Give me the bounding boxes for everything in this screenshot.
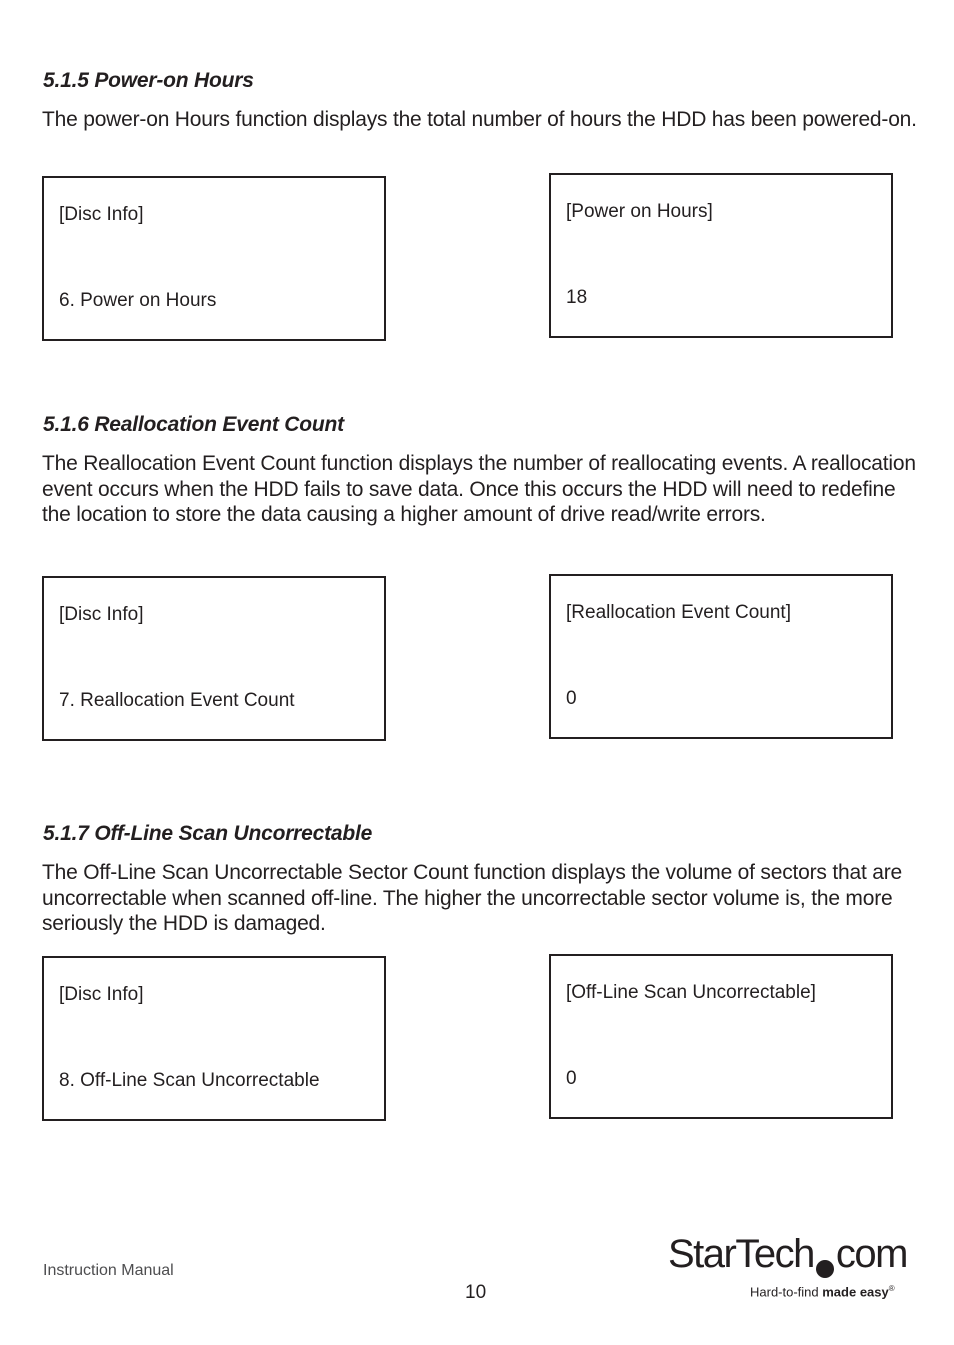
power-on-hours-box: [549, 173, 893, 338]
logo-wordmark: StarTech com: [668, 1232, 907, 1276]
offline-scan-box: [549, 954, 893, 1119]
logo-tagline: Hard-to-find made easy®: [750, 1284, 895, 1300]
box-value: 0: [566, 688, 577, 709]
box-value: 18: [566, 287, 588, 308]
box-title: [Disc Info]: [59, 984, 144, 1005]
disc-info-box: [42, 176, 386, 341]
section-heading-power-on-hours: 5.1.5 Power-on Hours: [43, 69, 254, 92]
footer-document-title: Instruction Manual: [43, 1262, 174, 1279]
disc-info-box: [42, 956, 386, 1121]
box-item: 6. Power on Hours: [59, 290, 217, 311]
section-heading-reallocation: 5.1.6 Reallocation Event Count: [43, 413, 344, 436]
reallocation-count-box: [549, 574, 893, 739]
box-title: [Disc Info]: [59, 604, 144, 625]
box-title: [Disc Info]: [59, 204, 144, 225]
section-heading-offline-scan: 5.1.7 Off-Line Scan Uncorrectable: [43, 822, 373, 845]
startech-logo: [668, 1232, 913, 1304]
box-title: [Off-Line Scan Uncorrectable]: [566, 982, 816, 1003]
disc-info-box: [42, 576, 386, 741]
box-title: [Reallocation Event Count]: [566, 602, 791, 623]
box-value: 0: [566, 1068, 577, 1089]
box-item: 7. Reallocation Event Count: [59, 690, 295, 711]
section-body-reallocation: The Reallocation Event Count function displays the number of reallocating events. A reallocation event occurs when the HDD fails to save data. Once this occurs the HDD will need to redefine the location to store the data causing a higher amount of drive read/write errors.: [42, 452, 916, 526]
box-item: 8. Off-Line Scan Uncorrectable: [59, 1070, 320, 1091]
box-title: [Power on Hours]: [566, 201, 713, 222]
section-body-offline-scan: The Off-Line Scan Uncorrectable Sector Count function displays the volume of sectors that are uncorrectable when scanned off-line. The higher the uncorrectable sector volume is, the more seriously the HDD is damaged.: [42, 861, 902, 935]
section-body-power-on-hours: The power-on Hours function displays the total number of hours the HDD has been powered-on.: [42, 108, 917, 131]
page-number: 10: [465, 1282, 487, 1303]
logo-dot-icon: [816, 1260, 834, 1278]
